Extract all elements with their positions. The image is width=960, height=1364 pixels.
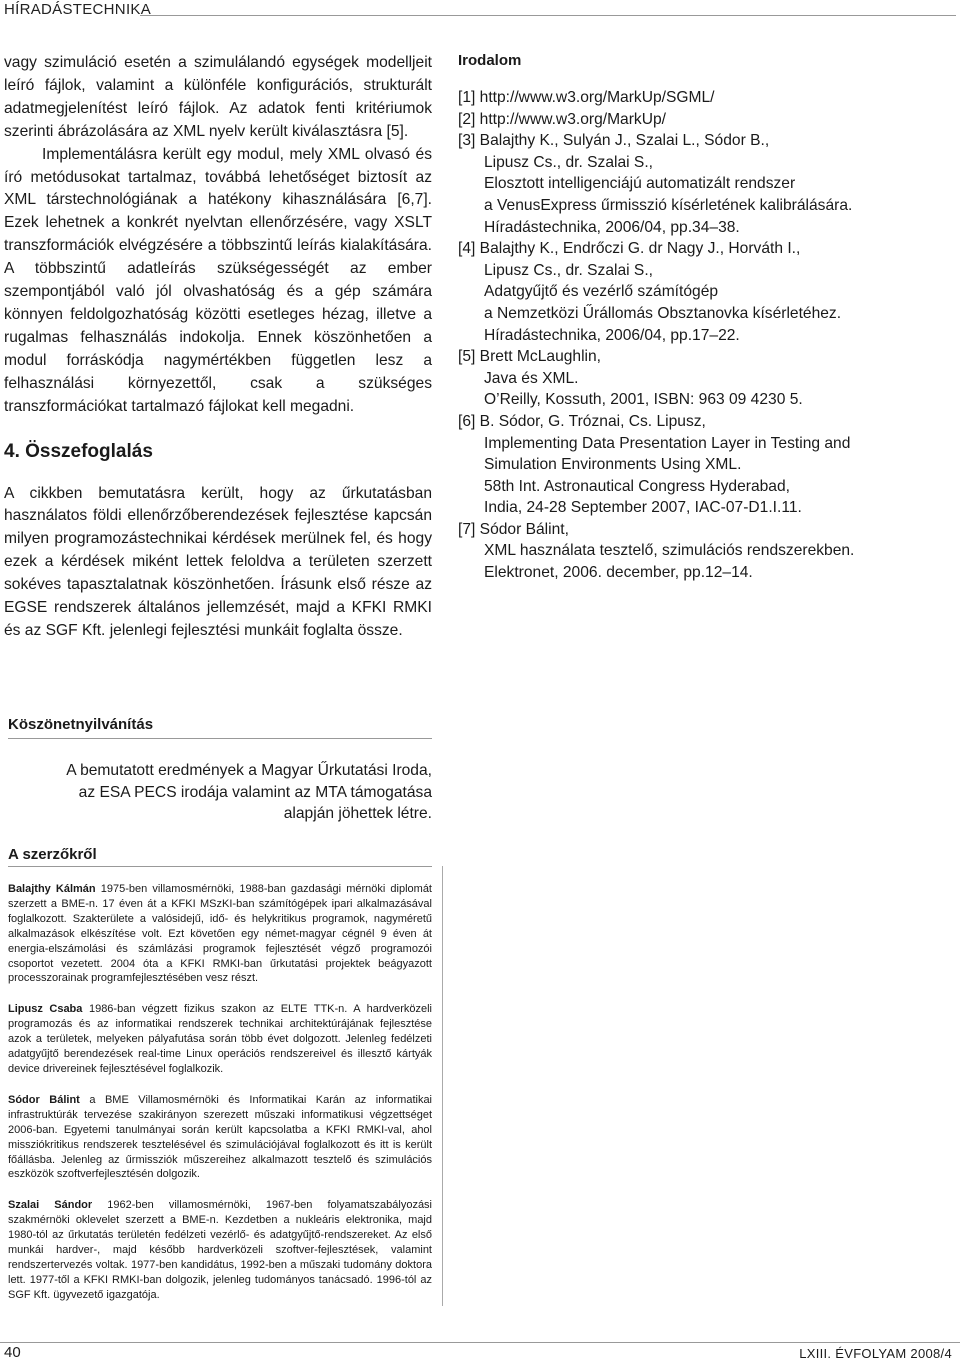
reference-line: Lipusz Cs., dr. Szalai S., (484, 153, 654, 171)
reference-line: a VenusExpress űrmisszió kísérletének kalibrálására. (484, 196, 853, 214)
authors-heading: A szerzőkről (8, 846, 97, 863)
acknowledgement-rule (8, 738, 432, 739)
reference-line: [6] B. Sódor, G. Tróznai, Cs. Lipusz, (458, 412, 706, 430)
journal-title: HÍRADÁSTECHNIKA (4, 1, 152, 18)
author-bio-text: 1975-ben villamosmérnöki, 1988-ban gazdasági mérnöki diplomát szerzett a BME-n. 17 éven át a KFKI MSzKI-ban számítógépek ipari alkalmazásával foglalkozott. Szakterülete a valósidejű, idő- és helykritikus programok, nagyméretű alkalmazások elkészítése volt. Ezt követően egy német-magyar cégnél 9 éven át energia-elszámolási és számlázási programok fejlesztését végző programozói csoportot vezetett. 2004 óta a KFKI RMKI-ban űrkutatási projektek beágyazott processzorainak programfejlesztésében vesz részt. (8, 883, 432, 985)
reference-item (458, 238, 928, 346)
reference-line: XML használata tesztelő, szimulációs rendszerekben. (484, 542, 855, 560)
author-bio-text: 1986-ban végzett fizikus szakon az ELTE TTK-n. A hardverközeli programozás és az informatikai rendszerek technikai architektúrájának fejlesztése azok a területek, melyeken pályafutása során több évet dolgozott. Jelenleg fedélzeti adatgyűjtő berendezések real-time Linux operációs rendszereivel és illesztő kártyák device drivereinek fejlesztésével foglalkozik. (8, 1003, 433, 1075)
reference-line: [7] Sódor Bálint, (458, 520, 569, 538)
reference-line: O’Reilly, Kossuth, 2001, ISBN: 963 09 4230 5. (484, 391, 803, 409)
acknowledgement-heading: Köszönetnyilvánítás (8, 716, 154, 733)
footer-rule (0, 1342, 960, 1343)
reference-line: [5] Brett McLaughlin, (458, 348, 602, 366)
page-number: 40 (4, 1344, 21, 1361)
paragraph-1: vagy szimuláció esetén a szimulálandó egységek modelljeit leíró fájlok, valamint a különféle konfigurációs, strukturált adatmegjelenítést leíró fájlok. Az adatok fenti kritériumok szerinti ábrázolására az XML nyelv került kiválasztásra [5]. (4, 54, 432, 140)
header-rule (140, 15, 956, 16)
reference-line: Lipusz Cs., dr. Szalai S., (484, 261, 654, 279)
ack-line: az ESA PECS irodája valamint az MTA támogatása (78, 783, 432, 801)
ack-line: alapján jöhettek létre. (283, 805, 432, 822)
author-name: Szalai Sándor (8, 1199, 93, 1212)
references-column (458, 52, 928, 584)
reference-line: [1] http://www.w3.org/MarkUp/SGML/ (458, 89, 715, 106)
volume-label: LXIII. ÉVFOLYAM 2008/4 (799, 1346, 952, 1361)
reference-line: a Nemzetközi Űrállomás Obsztanovka kísérletéhez. (484, 304, 842, 322)
references-list (458, 87, 928, 584)
reference-line: Simulation Environments Using XML. (484, 456, 742, 474)
reference-line: [3] Balajthy K., Sulyán J., Szalai L., Sódor B., (458, 132, 770, 150)
ack-line: A bemutatott eredmények a Magyar Űrkutatási Iroda, (66, 762, 432, 779)
left-column (4, 52, 432, 643)
paragraph-3: A cikkben bemutatásra került, hogy az űrkutatásban használatos földi ellenőrzőberendezések fejlesztése kapcsán milyen programozástechnikai kérdések merülnek fel, és hogy ezek a kérdések miként lettek feloldva a területen szerzett sokéves tapasztalatnak köszönhetően. Írásunk első része az EGSE rendszerek általános jellemzését, majd a KFKI RMKI és az SGF Kft. jelenlegi fejlesztési munkáit foglalta össze. (4, 484, 432, 639)
reference-line: Híradástechnika, 2006/04, pp.34–38. (484, 218, 740, 236)
acknowledgement-text (40, 760, 432, 825)
reference-item (458, 130, 928, 238)
author-name: Balajthy Kálmán (8, 883, 96, 895)
author-name: Lipusz Csaba (8, 1003, 83, 1016)
reference-line: Java és XML. (484, 369, 579, 387)
column-divider (442, 866, 443, 1306)
reference-item (458, 87, 928, 109)
author-bios (8, 882, 432, 1319)
reference-item (458, 411, 928, 519)
reference-item (458, 346, 928, 411)
author-bio (8, 1198, 432, 1302)
reference-item (458, 519, 928, 584)
references-heading: Irodalom (458, 52, 522, 69)
reference-line: 58th Int. Astronautical Congress Hyderabad, (484, 477, 790, 495)
section-heading: 4. Összefoglalás (4, 440, 153, 462)
author-bio-text: 1962-ben villamosmérnöki, 1967-ben folyamatszabályozási szakmérnöki oklevelet szerzett a BME-n. Kezdetben a nukleáris elektronika, majd 1980-tól az űrkutatás területén fedélzeti vezérlő- és adatgyűjtő-rendszereket. Az első munkái hardver-, majd később hardverközeli szoftver-fejlesztések, valamint rendszertervezés voltak. 1977-ben kandidátus, 1992-ben a műszaki tudomány doktora lett. 1977-től a KFKI RMKI-ban dolgozik, jelenleg tudományos tanácsadó. 1996-tól az SGF Kft. ügyvezető igazgatója. (8, 1199, 433, 1301)
reference-line: Elektronet, 2006. december, pp.12–14. (484, 564, 753, 582)
author-bio (8, 1093, 432, 1182)
reference-line: India, 24-28 September 2007, IAC-07-D1.I.11. (484, 499, 802, 517)
running-header (0, 0, 960, 22)
reference-line: Adatgyűjtő és vezérlő számítógép (484, 283, 719, 301)
reference-line: [4] Balajthy K., Endrőczi G. dr Nagy J., Horváth I., (458, 240, 801, 258)
reference-line: [2] http://www.w3.org/MarkUp/ (458, 110, 666, 128)
authors-rule (8, 866, 432, 867)
reference-item (458, 109, 928, 131)
author-bio-text: a BME Villamosmérnöki és Informatikai Karán az informatikai infrastruktúrák tervezése szakirányon szerezett műszaki informatikusi végzettséget 2006-ban. Egyetemi tanulmányai során került kapcsolatba a KFKI RMKI-val, ahol missziókritikus rendszerek tesztelésével és szimulációjával foglalkozott és itt is került főállásba. Jelenleg az űrmissziók műszereihez alkalmazott tesztelő és szimulációs eszközök szoftverfejlesztésén dolgozik. (8, 1093, 433, 1181)
reference-line: Elosztott intelligenciájú automatizált rendszer (484, 175, 796, 193)
author-bio (8, 1002, 432, 1077)
reference-line: Híradástechnika, 2006/04, pp.17–22. (484, 326, 740, 344)
author-name: Sódor Bálint (8, 1093, 80, 1106)
reference-line: Implementing Data Presentation Layer in Testing and (484, 434, 851, 452)
paragraph-2: Implementálásra került egy modul, mely XML olvasó és író metódusokat tartalmaz, továbbá lehetőséget biztosít az XML társtechnológiának a hatékony kihasználására [6,7]. Ezek lehetnek a konkrét nyelvtan ellenőrzésére, vagy XSLT transzformációk elvégzésére a többszintű leírás kialakítására. A többszintű adatleírás szükségességét az ember szempontjából való jól olvashatóság és a gép számára könnyen feldolgozhatóság közötti esetleges hézag, illetve a rugalmas felhasználás indokolja. Ennek köszönhetően a modul forráskódja nagymértékben független lesz a felhasználási környezettől, csak a szükséges transzformációkat tartalmazó fájlokat kell megadni. (4, 145, 432, 415)
author-bio (8, 882, 432, 986)
